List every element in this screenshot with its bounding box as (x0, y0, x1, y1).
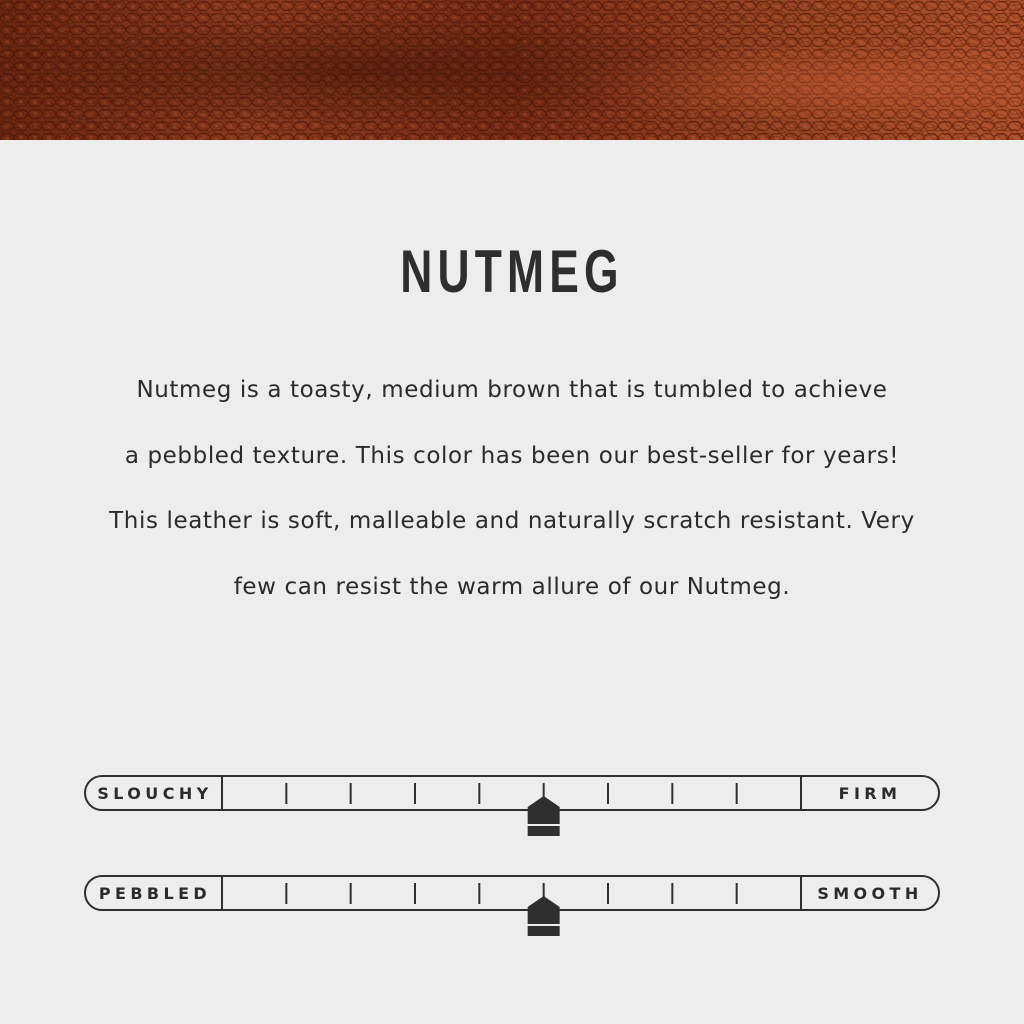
leather-swatch-image (0, 0, 1024, 140)
scale-marker-icon (528, 896, 560, 936)
scale-right-label: SMOOTH (817, 884, 923, 903)
scale-left-label: SLOUCHY (97, 784, 213, 803)
description-line: Nutmeg is a toasty, medium brown that is tumbled to achieve (136, 377, 888, 403)
description-line: a pebbled texture. This color has been our best-seller for years! (124, 442, 900, 469)
description-line: few can resist the warm allure of our Nutmeg. (233, 573, 791, 600)
page-title: NUTMEG (400, 238, 624, 305)
firmness-scale (84, 775, 940, 811)
description-line: This leather is soft, malleable and naturally scratch resistant. Very (109, 508, 915, 534)
scale-right-label: FIRM (838, 784, 902, 803)
scale-marker-icon (528, 796, 560, 836)
description (100, 358, 924, 620)
scale-left-label: PEBBLED (98, 884, 212, 903)
texture-scale (84, 875, 940, 911)
